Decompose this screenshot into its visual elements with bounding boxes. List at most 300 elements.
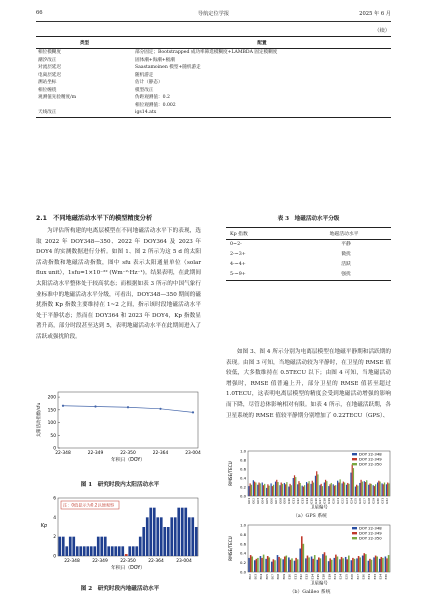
table-row — [36, 72, 391, 80]
rmse-bar — [352, 465, 353, 497]
rmse-bar — [365, 554, 367, 572]
rmse-bar — [346, 559, 348, 572]
legend-label: DOY 22-348 — [359, 451, 382, 457]
kp-bar — [69, 537, 72, 556]
kp-bar — [65, 546, 68, 556]
table-cell-config: igs14.atx — [133, 109, 391, 117]
table3-header-level: 地磁活动水平 — [297, 228, 391, 240]
satellite-label: G26 — [358, 498, 363, 504]
table-row — [36, 109, 391, 117]
table-cell-type: 潮汐改正 — [38, 57, 57, 63]
rmse-bar — [254, 482, 255, 496]
kp-bar — [149, 508, 152, 556]
satellite-label: G32 — [384, 498, 389, 504]
x-tick-label: 22-364 — [152, 451, 169, 456]
figure-rmse-galileo — [226, 522, 394, 587]
kp-bar — [135, 546, 138, 556]
rmse-bar — [333, 484, 334, 496]
body-paragraph-right: 如图 3、图 4 所示分别为电离层模型在地磁平静期和活跃期的表现。由图 3 可知，当地磁活动较为平静时，在卫星的 RMSE 值较低，大多数维持在 0.5TECU 以下；由图 4 可知，当地磁活动增强时，RMSE 值普遍上升，部分卫星的 RMSE 值甚至超过 1.0TECU，这表明电离层模型的精度会受到地磁活动增强的影响而下降，尽管总体影响相对有限。如表 4 所示，在地磁活跃期，各卫星系统的 RMSE 值较平静期分别增加了 0.22TECU（GPS）、 — [226, 349, 391, 419]
rmse-bar — [288, 487, 289, 496]
gps-rmse-chart — [226, 448, 394, 511]
figure-1-solar-activity — [36, 388, 204, 466]
rmse-bar — [311, 556, 313, 572]
x-axis-label: 卫星编号 — [310, 505, 328, 511]
x-tick-label: 22-350 — [120, 451, 136, 456]
rmse-bar — [374, 486, 375, 496]
rmse-bar — [279, 485, 280, 496]
satellite-label: G24 — [349, 498, 354, 504]
y-tick-label: 1.0 — [239, 522, 246, 528]
rmse-bar — [274, 560, 276, 572]
x-tick-label: 22-349 — [92, 559, 108, 564]
satellite-label: E12 — [298, 574, 303, 580]
rmse-bar — [251, 485, 252, 496]
satellite-label: E15 — [316, 574, 320, 580]
rmse-bar — [250, 555, 252, 572]
rmse-bar — [295, 558, 297, 572]
table-row — [36, 94, 391, 102]
rmse-bar — [365, 482, 366, 496]
rmse-bar — [328, 486, 329, 496]
kp-bar — [86, 546, 89, 556]
rmse-bar — [362, 556, 364, 572]
running-header — [36, 10, 391, 20]
rmse-bar — [255, 483, 256, 497]
rmse-bar — [331, 560, 333, 572]
satellite-label: G11 — [291, 498, 296, 504]
kp-bar — [156, 517, 159, 556]
satellite-label: G27 — [362, 498, 367, 504]
section-heading: 2.1 不同地磁活动水平下的模型精度分析 — [36, 215, 153, 222]
table-continued-label: （续） — [374, 28, 390, 34]
kp-range-cell: 5-~9+ — [226, 270, 297, 281]
rmse-bar — [307, 556, 309, 572]
kp-bar — [188, 517, 191, 556]
rmse-bar — [250, 483, 251, 496]
satellite-label: E13 — [304, 574, 309, 580]
legend-swatch — [352, 537, 357, 539]
rmse-bar — [288, 557, 290, 572]
y-tick-label: 0.8 — [239, 457, 246, 463]
rmse-bar — [381, 483, 382, 496]
rmse-bar — [322, 486, 323, 496]
satellite-label: G29 — [371, 498, 376, 504]
kp-bar — [97, 537, 100, 556]
rmse-bar — [326, 481, 327, 496]
rmse-bar — [315, 476, 316, 496]
satellite-label: G28 — [367, 498, 372, 504]
rmse-bar — [356, 485, 357, 496]
rmse-bar — [345, 557, 347, 572]
rmse-bar — [321, 484, 322, 496]
rmse-bar — [388, 555, 390, 572]
rmse-bar — [260, 556, 262, 572]
satellite-label: G25 — [353, 498, 358, 504]
satellite-label: G12 — [296, 498, 301, 504]
rmse-bar — [386, 558, 388, 572]
table-cell-config: 固体潮+海潮+极潮 — [135, 57, 175, 63]
rmse-bar — [364, 481, 365, 496]
activity-level-cell: 强扰 — [297, 270, 391, 281]
table-cell-config: 部分固定；Bootstrapped 成功率筛选模糊度+LAMBDA 固定模糊度 — [135, 50, 278, 56]
y-tick-label: 0.4 — [239, 475, 246, 481]
kp-bar — [139, 537, 142, 556]
table3-header-kp: Kp 指数 — [226, 228, 297, 240]
rmse-bar — [261, 558, 263, 572]
rmse-bar — [273, 559, 275, 572]
y-tick-label: 0.2 — [239, 484, 246, 490]
satellite-label: E36 — [384, 574, 389, 580]
satellite-label: G23 — [344, 498, 349, 504]
rmse-bar — [301, 536, 303, 572]
rmse-bar — [277, 555, 279, 572]
body-paragraph-left: 为评估所构建的电离层模型在不同地磁活动水平下的表现，选取 2022 年 DOY348—350、2022 年 DOY364 及 2023 年 DOY4 的实测数据进行分析。如图 1、图 2 所示为这 5 d 的太阳活动指数和地磁活动指数，图中 sfu 表示太阳通量单位（solar flux unit），1sfu=1×10⁻²² (Wm⁻²·Hz⁻¹)。结果表明，在此期间太阳活动水平整体处于较高状态；而根据如表 3 所示的中国气象行业标准中的地磁活动水平分级，可看出，DOY348—350 期间的磁扰指数 Kp 指数主要维持在 1~2 之间，指示该时段地磁活动水平处于平静状态；然而在 DOY364 和 2023 年 DOY4，Kp 指数显著升高，部分时段甚至达到 5，表明地磁活动水平在此期间进入了活跃或强扰阶段。 — [36, 228, 201, 340]
x-tick-label: 22-349 — [87, 451, 104, 456]
y-tick-label: 4 — [53, 515, 56, 521]
rmse-bar — [277, 482, 278, 496]
rmse-bar — [376, 556, 378, 572]
satellite-label: G05 — [264, 498, 269, 504]
table-cell-type: 电离层延迟 — [38, 72, 61, 78]
satellite-label: E24 — [338, 574, 343, 580]
rmse-bar — [337, 481, 338, 496]
rmse-bar — [263, 555, 265, 572]
figure-2-caption: 图 2 研究时段内地磁活动水平 — [80, 586, 160, 592]
satellite-label: G06 — [269, 498, 274, 504]
rmse-bar — [316, 560, 318, 572]
table-cell-type: 测站坐标 — [38, 80, 57, 86]
satellite-label: G22 — [340, 498, 345, 504]
rmse-bar — [368, 561, 370, 572]
figure-2-geomagnetic-activity — [36, 494, 204, 572]
kp-bar — [170, 517, 173, 556]
note-text: 注：0值显示为0.2以便观察 — [63, 502, 115, 508]
rmse-bar — [248, 558, 250, 572]
rmse-bar — [387, 483, 388, 497]
y-tick-label: 0 — [53, 446, 56, 452]
rmse-bar — [348, 556, 350, 572]
rmse-bar — [341, 557, 343, 572]
satellite-label: E07 — [270, 574, 275, 580]
rmse-bar — [341, 483, 342, 496]
rmse-bar — [356, 558, 358, 572]
x-tick-label: 23-004 — [185, 451, 201, 456]
y-axis-label: RMSE/TECU — [228, 461, 233, 486]
rmse-bar — [265, 559, 267, 572]
kp-bar — [142, 527, 145, 556]
rmse-bar — [322, 554, 324, 572]
legend-label: DOY 22-349 — [359, 456, 382, 462]
x-tick-label: 23-004 — [176, 559, 192, 564]
satellite-label: G21 — [335, 498, 340, 504]
x-tick-label: 22-364 — [148, 559, 164, 564]
y-tick-label: 0 — [53, 554, 56, 560]
rmse-bar — [308, 557, 310, 572]
rmse-bar — [337, 556, 339, 572]
rmse-bar — [280, 558, 282, 572]
plot-frame — [58, 392, 198, 448]
legend-swatch — [352, 532, 357, 534]
table3-row — [226, 260, 391, 270]
kp-bar — [174, 517, 177, 556]
rmse-bar — [271, 562, 273, 572]
legend-label: DOY 22-350 — [359, 461, 382, 467]
y-axis-label: 太阳活动指数/sfu — [37, 402, 42, 438]
kp-bar — [111, 546, 114, 556]
satellite-label: G01 — [247, 498, 252, 504]
rmse-bar — [254, 560, 256, 572]
rmse-bar — [357, 486, 358, 496]
rmse-bar — [276, 480, 277, 496]
processing-strategy-table — [36, 36, 391, 118]
y-tick-label: 1.0 — [239, 448, 246, 454]
rmse-bar — [335, 485, 336, 496]
data-point — [159, 408, 161, 410]
table-row — [36, 64, 391, 72]
kp-bar — [83, 546, 86, 556]
table-cell-type: 相位模糊度 — [38, 50, 61, 56]
rmse-bar — [371, 560, 373, 572]
kp-bar — [128, 546, 131, 556]
rmse-bar — [310, 484, 311, 496]
satellite-label: E05 — [264, 574, 269, 580]
rmse-bar — [377, 483, 378, 497]
rmse-bar — [359, 557, 361, 572]
kp-bar — [118, 546, 121, 556]
figure-gps-subcaption: （a）GPS 系统 — [293, 514, 327, 519]
y-tick-label: 0.4 — [239, 550, 246, 556]
satellite-label: E26 — [350, 574, 355, 580]
figure-galileo-subcaption: （b）Galileo 系统 — [289, 590, 331, 595]
issue-date: 2025 年 6 月 — [359, 11, 391, 17]
rmse-bar — [312, 481, 313, 496]
table3-row — [226, 240, 391, 251]
satellite-label: E09 — [281, 574, 286, 580]
kp-bar — [90, 546, 93, 556]
kp-bar — [163, 527, 166, 556]
table-row — [36, 79, 391, 87]
rmse-bar — [260, 483, 261, 496]
rmse-bar — [293, 478, 294, 496]
rmse-bar — [373, 485, 374, 496]
table-cell-type — [36, 102, 133, 110]
y-tick-label: 200 — [47, 395, 56, 401]
kp-bar — [132, 546, 135, 556]
rmse-bar — [291, 558, 293, 572]
rmse-bar — [298, 481, 299, 496]
rmse-bar — [353, 468, 354, 496]
satellite-label: E14 — [310, 574, 315, 580]
rmse-bar — [388, 483, 389, 496]
rmse-bar — [317, 474, 318, 496]
kp-bar — [184, 508, 187, 556]
rmse-bar — [297, 559, 299, 572]
legend-label: DOY 22-349 — [359, 530, 382, 536]
kp-bar — [100, 537, 103, 556]
satellite-label: E30 — [361, 574, 366, 580]
rmse-bar — [306, 482, 307, 496]
rmse-bar — [263, 485, 264, 496]
rmse-bar — [253, 480, 254, 496]
rmse-bar — [266, 488, 267, 496]
rmse-bar — [346, 485, 347, 496]
kp-range-cell: 0~2- — [230, 242, 242, 247]
rmse-bar — [324, 483, 325, 497]
rmse-bar — [267, 484, 268, 496]
x-axis-label: 年积日（DOY） — [110, 566, 146, 571]
rmse-bar — [381, 557, 383, 572]
rmse-bar — [386, 484, 387, 496]
y-tick-label: 150 — [47, 408, 56, 414]
kp-bar — [104, 537, 107, 556]
rmse-bar — [363, 553, 365, 572]
table-cell-config: 模型改正 — [135, 87, 154, 93]
rmse-bar — [329, 484, 330, 496]
activity-level-cell: 平静 — [341, 242, 351, 247]
data-point — [94, 405, 96, 407]
rmse-bar — [320, 558, 322, 572]
rmse-bar — [257, 485, 258, 496]
rmse-bar — [338, 483, 339, 497]
kp-bar — [177, 508, 180, 556]
x-tick-label: 22-348 — [55, 451, 71, 456]
rmse-bar — [256, 559, 258, 572]
satellite-label: E02 — [247, 574, 252, 580]
rmse-bar — [278, 557, 280, 572]
rmse-bar — [297, 484, 298, 496]
kp-bar — [72, 537, 75, 556]
rmse-bar — [366, 480, 367, 496]
galileo-rmse-chart — [226, 522, 394, 587]
rmse-bar — [285, 484, 286, 496]
rmse-bar — [308, 481, 309, 496]
rmse-bar — [350, 473, 351, 496]
rmse-bar — [343, 482, 344, 496]
table-cell-type: 观测值先验精度/m — [38, 95, 77, 101]
satellite-label: E31 — [367, 574, 372, 580]
table-cell-config: 随机游走 — [135, 72, 154, 78]
rmse-bar — [257, 558, 259, 572]
satellite-label: E08 — [276, 574, 281, 580]
legend-swatch — [352, 458, 357, 460]
rmse-bar — [360, 480, 361, 496]
rmse-bar — [344, 483, 345, 497]
rmse-bar — [304, 485, 305, 496]
table-cell-config: 估计（静态） — [135, 80, 163, 86]
rmse-bar — [379, 559, 381, 572]
rmse-bar — [339, 559, 341, 572]
kp-range-cell: 4-~4+ — [230, 262, 246, 267]
kp-bar — [153, 508, 156, 556]
table-header-type: 类型 — [36, 37, 133, 49]
rmse-bar — [335, 555, 337, 572]
rmse-bar — [286, 482, 287, 496]
rmse-bar — [268, 557, 270, 572]
rmse-bar — [316, 471, 317, 496]
rmse-bar — [368, 485, 369, 496]
table-cell-config: 伪距观测值：0.2 — [135, 95, 170, 101]
satellite-label: E19 — [327, 574, 332, 580]
rmse-bar — [248, 486, 249, 496]
satellite-label: E21 — [333, 574, 338, 580]
rmse-bar — [273, 485, 274, 496]
satellite-label: G15 — [309, 498, 314, 504]
y-tick-label: 2 — [53, 535, 56, 541]
rmse-bar — [272, 486, 273, 496]
satellite-label: E25 — [344, 574, 349, 580]
rmse-bar — [313, 483, 314, 497]
satellite-label: E10 — [287, 574, 292, 580]
rmse-bar — [291, 485, 292, 496]
satellite-label: E04 — [259, 574, 264, 580]
rmse-bar — [294, 475, 295, 496]
kp-bar — [125, 554, 128, 556]
kp-bar — [121, 546, 124, 556]
kp-bar — [114, 546, 117, 556]
legend-label: DOY 22-350 — [359, 535, 382, 541]
rmse-bar — [264, 484, 265, 496]
satellite-label: G14 — [304, 498, 309, 504]
y-tick-label: 0.0 — [239, 493, 246, 499]
rmse-bar — [284, 483, 285, 496]
kp-bar — [76, 546, 79, 556]
kp-bar — [181, 508, 184, 556]
table3-row — [226, 270, 391, 281]
rmse-bar — [355, 487, 356, 496]
table3-caption: 表 3 地磁活动水平分级 — [277, 216, 340, 222]
figure-rmse-gps — [226, 448, 394, 511]
rmse-bar — [334, 558, 336, 572]
rmse-bar — [282, 559, 284, 572]
x-axis-label: 卫星编号 — [310, 581, 328, 587]
table-cell-type: 相位缠绕 — [38, 87, 57, 93]
rmse-bar — [362, 482, 363, 496]
y-tick-label: 0.6 — [239, 541, 246, 547]
rmse-bar — [284, 556, 286, 572]
kp-bar — [58, 537, 61, 556]
kp-bar — [160, 517, 163, 556]
kp-bar — [191, 517, 194, 556]
rmse-bar — [351, 560, 353, 572]
table-row — [36, 49, 391, 57]
satellite-label: G08 — [278, 498, 283, 504]
rmse-bar — [303, 487, 304, 496]
table-row — [36, 57, 391, 65]
satellite-label: G31 — [380, 498, 385, 504]
y-axis-label: RMSE/TECU — [228, 536, 233, 561]
rmse-bar — [258, 483, 259, 497]
rmse-bar — [270, 483, 271, 496]
y-tick-label: 0.0 — [239, 569, 246, 575]
satellite-label: E27 — [355, 574, 360, 580]
x-tick-label: 22-350 — [120, 559, 136, 564]
rmse-bar — [289, 484, 290, 496]
satellite-label: G07 — [273, 498, 278, 504]
rmse-bar — [299, 549, 301, 573]
kp-bar — [195, 527, 198, 556]
rmse-bar — [312, 559, 314, 572]
figure-1-caption: 图 1 研究时段内太阳活动水平 — [80, 482, 160, 488]
x-tick-label: 22-348 — [64, 559, 80, 564]
rmse-bar — [352, 558, 354, 572]
rmse-bar — [384, 483, 385, 497]
y-axis-label: Kp — [40, 523, 48, 529]
satellite-label: G30 — [375, 498, 380, 504]
rmse-bar — [328, 561, 330, 572]
satellite-label: G02 — [251, 498, 256, 504]
rmse-bar — [281, 483, 282, 497]
kp-bar — [62, 537, 65, 556]
